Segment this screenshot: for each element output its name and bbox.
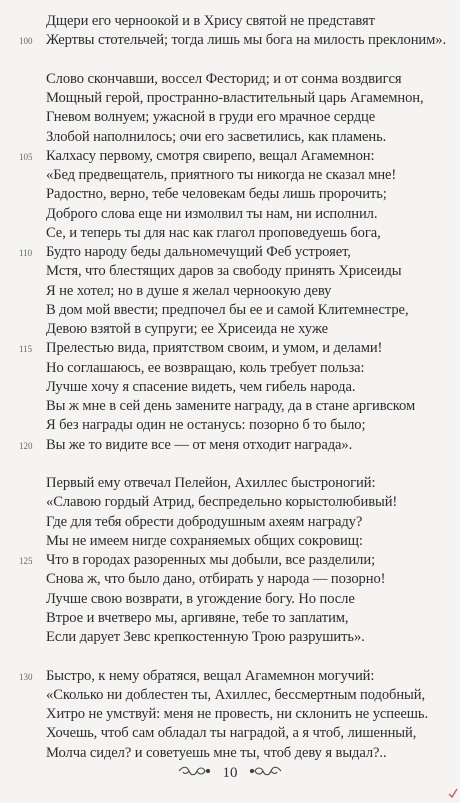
verse-line: Что в городах разоренных мы добыли, все разделили; [46,552,376,568]
verse-line: Но соглашаюсь, ее возвращаю, коль требует польза: [46,359,365,376]
verse-line: «Славою гордый Атрид, беспредельно корыстолюбивый! [46,494,398,511]
verse-line: Хитро не умствуй: меня не провесть, ни склонить не успеешь. [46,706,428,722]
verse-line: «Сколько ни доблестен ты, Ахиллес, бессмертным подобный, [46,686,426,703]
red-check-icon [448,785,458,795]
verse-line: Слово скончавши, воссел Фесторид; и от сонма воздвигся [46,70,402,87]
verse-line: Дщери его черноокой и в Хрису святой не представят [46,13,375,29]
line-number: 120 [19,440,33,451]
verse-line: Мстя, что блестящих даров за свободу принять Хрисеиды [46,263,402,280]
verse-line: Втрое и вчетверо мы, аргивяне, тебе то заплатим, [46,609,349,626]
verse-line: Я без награды один не останусь: позорно б то было; [46,417,366,434]
page-footer [0,762,460,783]
verse-line: Мощный герой, пространно-властительный царь Агамемнон, [46,90,424,106]
verse-line: Лучше свою возврати, в угождение богу. Но после [46,590,355,607]
verse-line: Доброго слова еще ни измолвил ты нам, ни исполнил. [46,205,378,222]
verse-line: В дом мой ввести; предпочел бы ее и самой Клитемнестре, [46,301,409,318]
verse-line: Хочешь, чтоб сам обладал ты наградой, а я чтоб, лишенный, [46,725,417,742]
verse-line: Если дарует Зевс крепкостенную Трою разрушить». [46,629,365,645]
verse-line: Я не хотел; но в душе я желал черноокую деву [46,282,332,299]
verse-line: Девою взятой в супруги; ее Хрисеида не хуже [46,321,328,337]
verse-line: Лучше хочу я спасение видеть, чем гибель народа. [46,378,356,395]
verse-line: Первый ему отвечал Пелейон, Ахиллес быстроногий: [46,475,376,491]
verse-line: Молча сидел? и советуешь мне ты, чтоб деву я выдал?.. [46,744,387,761]
line-number: 130 [19,671,33,682]
verse-line: Гневом волнуем; ужасной в груди его мрачное сердце [46,109,376,126]
verse-line: Калхасу первому, смотря свирепо, вещал Агамемнон: [46,147,375,164]
verse-line: Будто народу беды дальномечущий Феб устрояет, [46,244,351,260]
verse-line: Вы же то видите все — от меня отходит награда». [46,436,353,453]
verse-line: Снова ж, что было дано, отбирать у народа — позорно! [46,571,386,588]
line-number: 110 [19,248,33,258]
verse-line: «Бед предвещатель, приятного ты никогда не сказал мне! [46,167,397,183]
page-number: 10 [222,764,238,781]
verse-line: Злобой наполнилось; очи его засветились, как пламень. [46,128,387,145]
line-number: 100 [19,36,33,47]
verse-line: Вы ж мне в сей день замените награду, да в стане аргивском [46,398,416,414]
verse-line: Жертвы стотельчей; тогда лишь мы бога на милость преклоним». [46,32,447,49]
verse-line: Мы не имеем нигде сохраняемых общих сокровищ: [46,532,363,549]
line-number: 105 [19,151,33,162]
verse-line: Радостно, верно, тебе человекам беды лишь пророчить; [46,186,387,203]
verse-line: Прелестью вида, приятством своим, и умом, и делами! [46,340,383,357]
verse-line: Се, и теперь ты для нас как глагол проповедуешь бога, [46,224,381,241]
line-number: 115 [19,344,33,355]
verse-line: Где для тебя обрести добродушным ахеям награду? [46,513,363,530]
right-flourish-icon [249,763,283,783]
left-flourish-icon [177,763,211,783]
verse-line: Быстро, к нему обратяся, вещал Агамемнон могучий: [46,667,375,684]
line-number: 125 [19,556,33,566]
